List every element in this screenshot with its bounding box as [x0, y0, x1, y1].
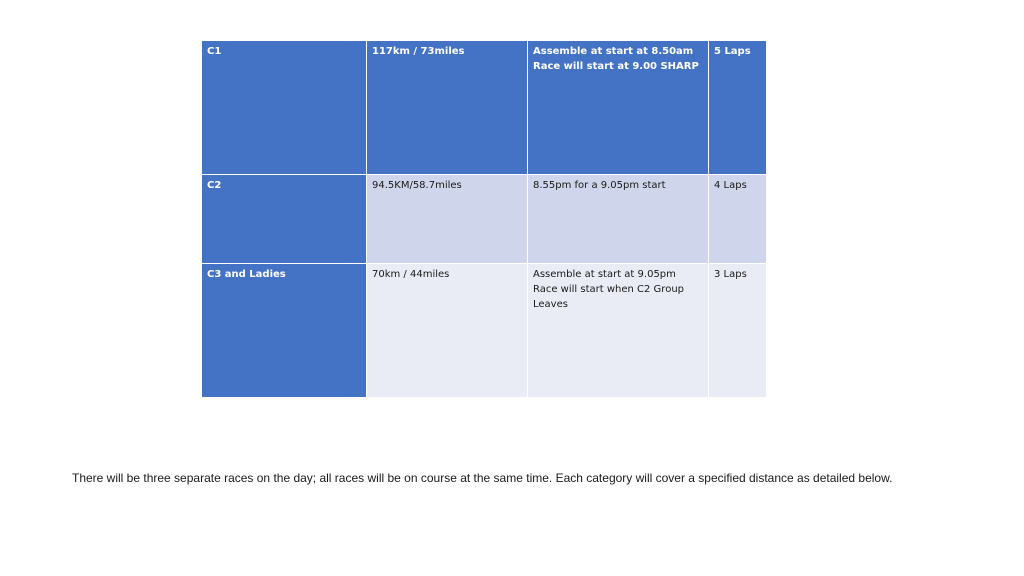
laps-cell: 5 Laps: [709, 41, 767, 175]
category-cell: C3 and Ladies: [202, 264, 367, 398]
start-time-cell: [528, 264, 709, 398]
start-time-line: 8.55pm for a 9.05pm start: [533, 180, 666, 191]
start-time-cell: [528, 41, 709, 175]
laps-cell: 3 Laps: [709, 264, 767, 398]
start-time-cell: [528, 175, 709, 264]
race-schedule-table: [201, 40, 767, 398]
distance-cell: 94.5KM/58.7miles: [367, 175, 528, 264]
start-time-line: Assemble at start at 9.05pm: [533, 269, 676, 280]
distance-cell: 117km / 73miles: [367, 41, 528, 175]
start-time-line: Leaves: [533, 299, 568, 310]
table-row-c1: [202, 41, 767, 175]
intro-paragraph: There will be three separate races on the day; all races will be on course at the same time. Each category will cover a specified distance as detailed below.: [72, 471, 893, 485]
start-time-line: Race will start when C2 Group: [533, 284, 685, 295]
distance-cell: 70km / 44miles: [367, 264, 528, 398]
laps-cell: 4 Laps: [709, 175, 767, 264]
start-time-line: Race will start at 9.00 SHARP: [533, 61, 699, 72]
table-row-c2: [202, 175, 767, 264]
category-cell: C2: [202, 175, 367, 264]
category-cell: C1: [202, 41, 367, 175]
start-time-line: Assemble at start at 8.50am: [533, 46, 694, 57]
table-row-c3: [202, 264, 767, 398]
